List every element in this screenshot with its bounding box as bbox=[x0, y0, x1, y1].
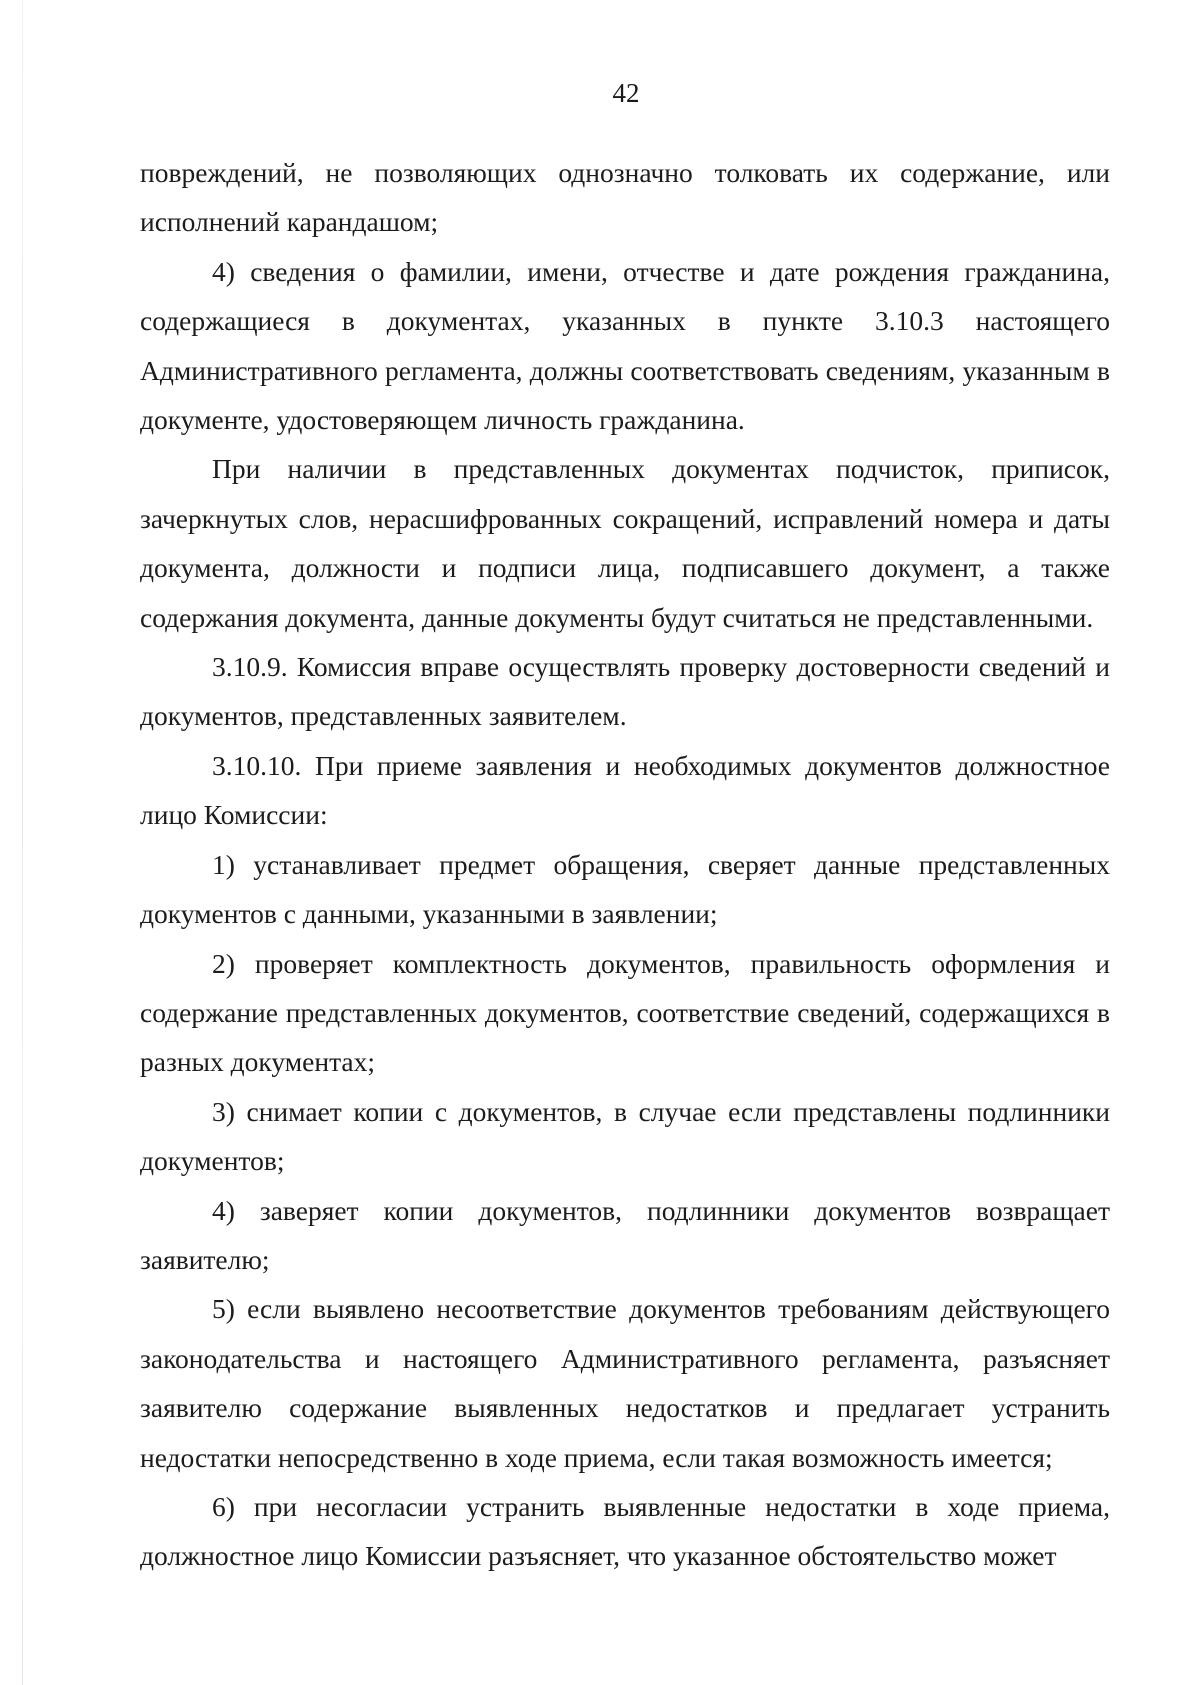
list-item-4: 4) заверяет копии документов, подлинники документов возвращает заявителю; bbox=[140, 1194, 1110, 1275]
paragraph-item-4-citizen-data: 4) сведения о фамилии, имени, отчестве и дате рождения гражданина, содержащиеся в документах, указанных в пункте 3.10.3 настоящего Административного регламента, должны соответствовать сведениям, указанным в документе, удостоверяющем личность гражданина. bbox=[140, 255, 1110, 436]
paragraph-continuation: повреждений, не позволяющих однозначно толковать их содержание, или исполнений карандашом; bbox=[140, 157, 1110, 238]
paragraph-corrections-rule: При наличии в представленных документах подчисток, приписок, зачеркнутых слов, нерасшифрованных сокращений, исправлений номера и даты документа, должности и подписи лица, подписавшего документ, а также содержания документа, данные документы будут считаться не представленными. bbox=[140, 453, 1110, 633]
list-item-5: 5) если выявлено несоответствие документов требованиям действующего законодательства и настоящего Административного регламента, разъясняет заявителю содержание выявленных недостатков и предлагает устранить недостатки непосредственно в ходе приема, если такая возможность имеется; bbox=[140, 1293, 1110, 1473]
paragraph-3-10-10: 3.10.10. При приеме заявления и необходимых документов должностное лицо Комиссии: bbox=[140, 749, 1110, 831]
list-item-6: 6) при несогласии устранить выявленные недостатки в ходе приема, должностное лицо Комиссии разъясняет, что указанное обстоятельство может bbox=[140, 1490, 1110, 1572]
list-item-2: 2) проверяет комплектность документов, правильность оформления и содержание представленных документов, соответствие сведений, содержащихся в разных документах; bbox=[140, 947, 1110, 1078]
paragraph-3-10-9: 3.10.9. Комиссия вправе осуществлять проверку достоверности сведений и документов, представленных заявителем. bbox=[140, 651, 1110, 732]
document-body bbox=[140, 148, 1110, 1581]
list-item-3: 3) снимает копии с документов, в случае если представлены подлинники документов; bbox=[140, 1095, 1110, 1177]
page-number: 42 bbox=[612, 78, 640, 108]
scan-edge bbox=[22, 0, 23, 1685]
list-item-1: 1) устанавливает предмет обращения, сверяет данные представленных документов с данными, указанными в заявлении; bbox=[140, 848, 1110, 930]
